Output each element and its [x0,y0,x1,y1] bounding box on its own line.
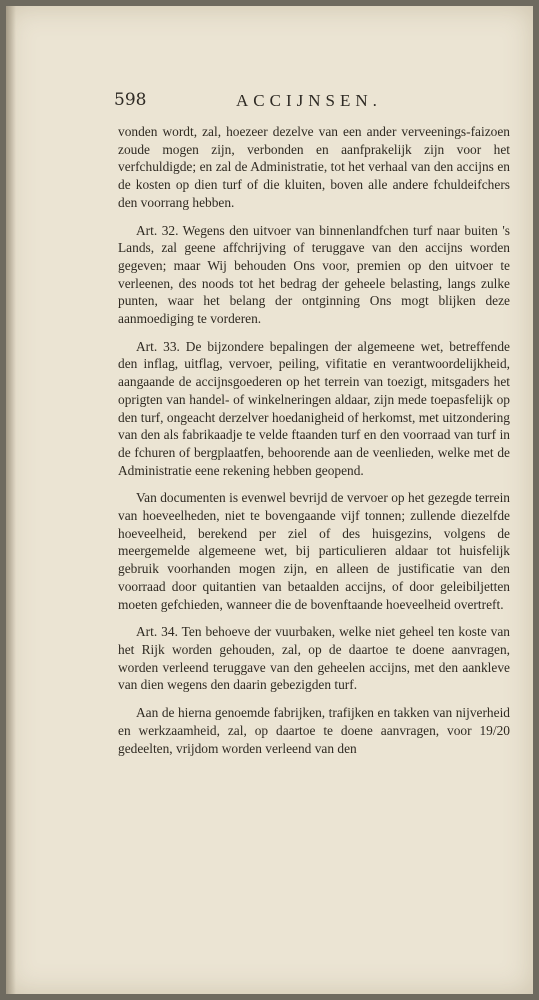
paragraph-article-34: Art. 34. Ten behoeve der vuurbaken, welke niet geheel ten koste van het Rijk worden gehouden, zal, op de daartoe te doene aanvragen, worden verleend teruggave van den geheelen accijns, met den aankleve van dien wegens den daarin gebezigden turf. [118,624,510,693]
running-head [114,90,506,114]
paragraph-documents-exemption: Van documenten is evenwel bevrijd de vervoer op het gezegde terrein van hoeveelheden, niet te bovengaande vijf tonnen; zullende diezelfde hoeveelheid, berekend per ziel of des huisgezins, volgens de meergemelde algemeene wet, bij particulieren aldaar tot huisfelijk gebruik voorhanden mogen zijn, en alleen de justificatie van den voorraad door quitantien van betaalden accijns, of door geleibiljetten moeten gefchieden, wanneer die de bovenftaande hoeveelheid overtreft. [118,490,510,612]
paragraph-article-33: Art. 33. De bijzondere bepalingen der algemeene wet, betreffende den inflag, uitflag, vervoer, peiling, vifitatie en verantwoordelijkheid, aangaande de accijnsgoederen op het terrein van toezigt, mitsgaders het oprigten van handel- of winkelneringen aldaar, zijn mede toepasfelijk op den turf, ongeacht derzelver hoedanigheid of herkomst, met uitzondering van den als fabrikaadje te velde ftaanden turf en den voorraad van turf in de fchuren of bergplaatfen, behoorende aan de veenlieden, welke met de Administratie eene rekening hebben geopend. [118,338,510,478]
book-page [6,6,533,994]
body-text [118,123,510,757]
page-number: 598 [114,90,147,110]
paragraph-continuation: vonden wordt, zal, hoezeer dezelve van een ander verveenings-faizoen zoude mogen zijn, verbonden en aanfprakelijk zijn voor het verfchuldigde; en zal de Administratie, tot het verhaal van den accijns en de kosten op dien turf of die kluiten, boven alle andere fchuldeifchers den voorrang hebben. [118,124,510,210]
paragraph-article-32: Art. 32. Wegens den uitvoer van binnenlandfchen turf naar buiten 's Lands, zal geene affchrijving of teruggave van den accijns worden gegeven; maar Wij behouden Ons voor, premien op den uitvoer te verleenen, des noods tot het bedrag der geheele belasting, langs zulke punten, waar het belang der ontginning Ons mogt blijken deze aanmoediging te vorderen. [118,222,510,327]
running-title: ACCIJNSEN. [236,91,382,110]
paragraph-factories: Aan de hierna genoemde fabrijken, trafijken en takken van nijverheid en werkzaamheid, zal, op daartoe te doene aanvragen, voor 19/20 gedeelten, vrijdom worden verleend van den [118,705,510,756]
